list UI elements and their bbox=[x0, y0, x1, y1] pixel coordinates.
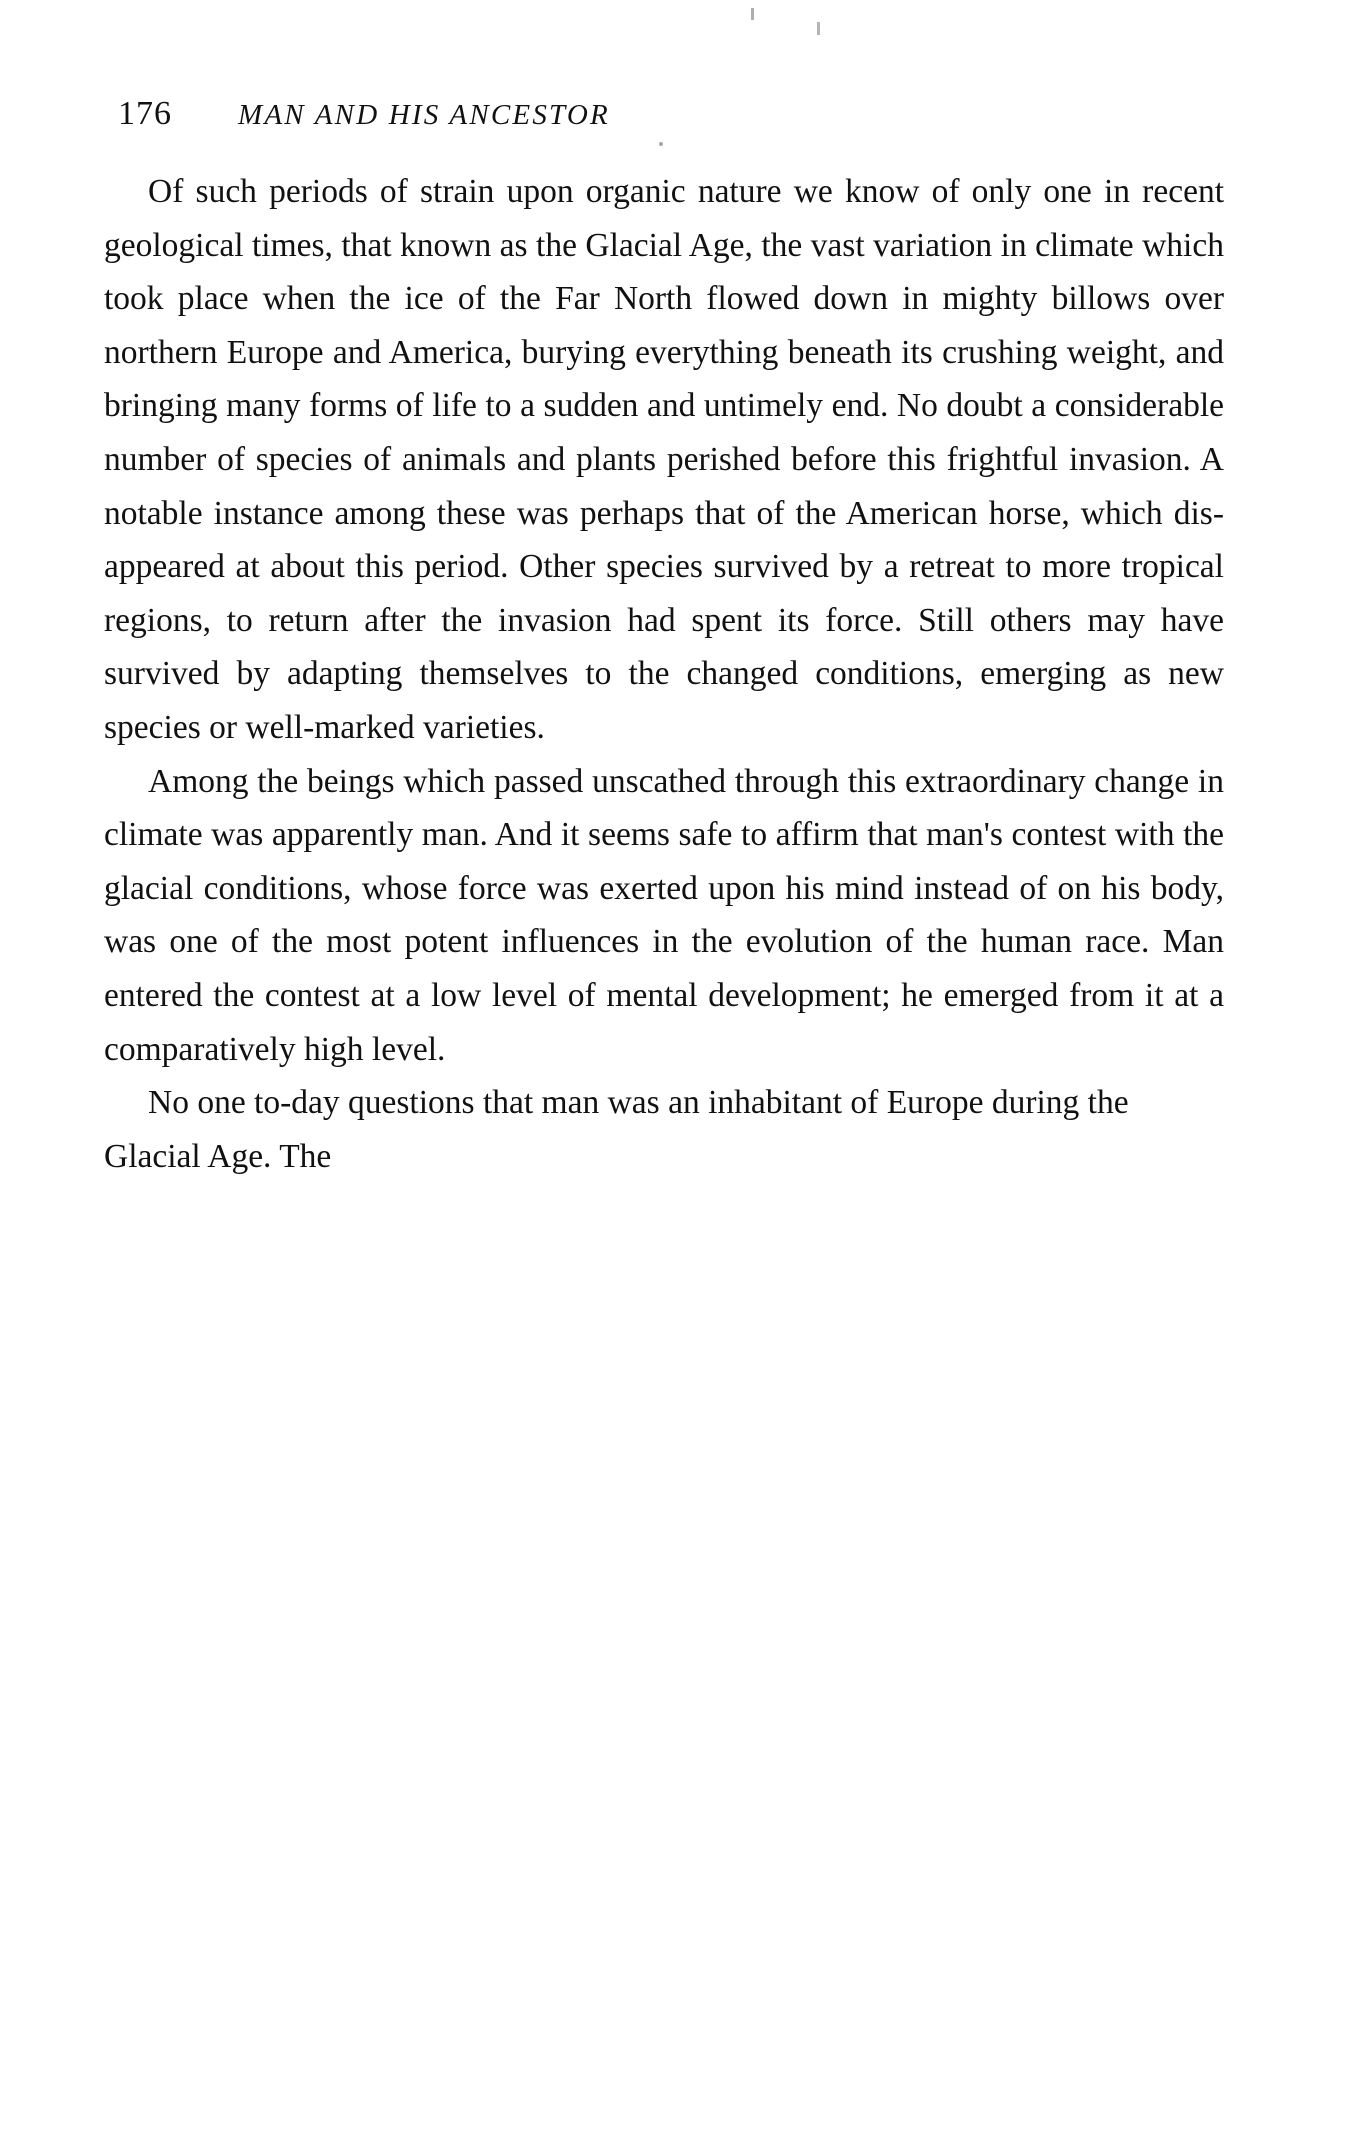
page-number: 176 bbox=[118, 95, 172, 132]
paragraph: Among the beings which passed unscathed through this extraordinary change in climate was apparently man. And it seems safe to affirm that man's contest with the glacial conditions, whose force was exerted upon his mind instead of on his body, was one of the most potent influences in the evolution of the human race. Man entered the contest at a low level of mental development; he emerged from it at a comparatively high level. bbox=[104, 762, 1224, 1068]
running-head: MAN AND HIS ANCESTOR bbox=[238, 99, 610, 131]
page-body bbox=[104, 165, 1224, 1183]
page-speck-top-right bbox=[817, 22, 820, 35]
page-speck-header bbox=[659, 142, 663, 146]
paragraph: Of such periods of strain upon organic nature we know of only one in recent geological times, that known as the Glacial Age, the vast variation in climate which took place when the ice of the Far North flowed down in mighty billows over northern Europe and America, burying everything beneath its crushing weight, and bringing many forms of life to a sudden and untimely end. No doubt a considerable number of species of animals and plants perished before this frightful invasion. A notable instance among these was perhaps that of the American horse, which disappeared at about this period. Other species survived by a retreat to more tropical regions, to return after the invasion had spent its force. Still others may have survived by adapting themselves to the changed conditions, emerging as new species or well-marked varieties. bbox=[104, 173, 1224, 746]
paragraph: No one to-day questions that man was an inhabitant of Europe during the Glacial Age. The bbox=[104, 1084, 1129, 1175]
page-header bbox=[118, 95, 1228, 139]
page-speck-top-left bbox=[751, 8, 754, 20]
